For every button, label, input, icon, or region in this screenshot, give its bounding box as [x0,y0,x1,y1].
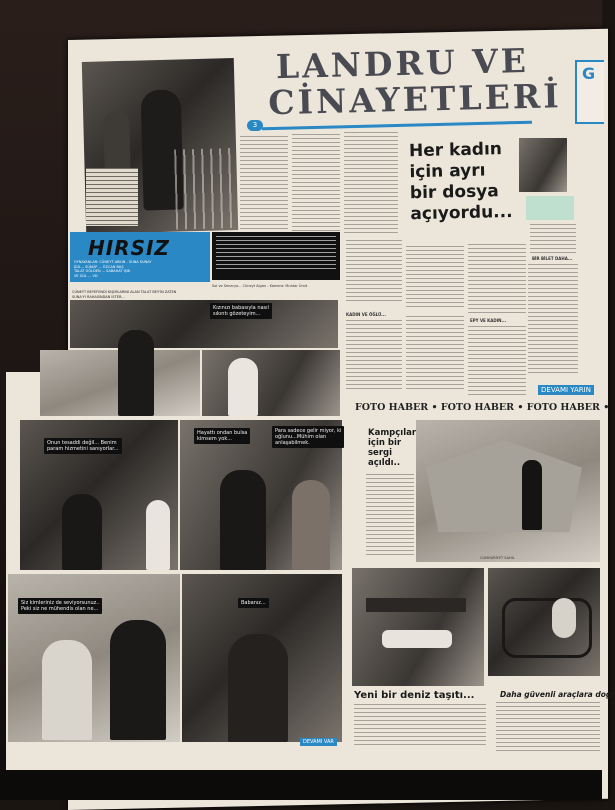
speech-bubble: Babanız... [238,598,269,608]
speech-bubble: Onun tesaddi değil... Benim param hizmetini sanıyorlar... [44,438,122,454]
figure-silhouette [228,634,288,742]
continued-tag: DEVAMI VAR [300,738,337,746]
figure-silhouette [292,480,330,570]
article-column [530,224,576,254]
figure-silhouette [146,500,170,570]
figure-silhouette [552,598,576,638]
figure-silhouette [522,460,542,530]
article-column [528,264,578,374]
comic-cast [74,260,208,278]
car-window [502,598,592,658]
tent-photo [416,420,600,562]
article-column [406,316,464,390]
tent-photo-caption: CUMHURİYET SAHİL [480,556,515,560]
photo-news-banner: FOTO HABER • FOTO HABER • FOTO HABER • [355,402,610,413]
car-photo [488,568,600,676]
cast-line: VE GÜL ... VD [74,273,98,278]
comic-panel [70,300,338,348]
figure-silhouette [228,358,258,416]
next-page-letter: G [582,64,596,83]
photo-news-headline: Daha güvenli araçlara doğr [500,690,615,699]
photo-news-headline: Kampçılar için bir sergi açıldı.. [368,428,417,468]
section-label: BİR BİLET DAHA... [532,256,573,261]
speech-bubble: Hayattı ondan bulsa kimsem yok... [194,428,250,444]
speech-bubble: Para sadece gelir miyor, ki oğlunu...Mühim olan anlaşabilmek. [272,426,344,448]
headline-line-2: CİNAYETLERİ [267,76,563,123]
main-headline [267,40,563,130]
cast-line: OYNAYANLAR: CÜNEYT ARKIN - SUNA SUNAY [74,260,152,264]
article-column [468,326,526,396]
subhead: Her kadın için ayrı bir dosya açıyordu... [408,139,513,225]
portrait-caption [526,196,574,220]
article-column [344,132,398,236]
article-column [346,320,402,390]
continued-tag: DEVAMI YARIN [538,385,594,395]
ship-silhouette [366,598,466,612]
bottom-shadow [0,770,602,800]
cage-bars [174,148,236,230]
article-column [292,134,340,234]
article-column [406,246,464,310]
intro-line: SUNA'YI RAHASINDAN İSTER... [72,294,125,299]
article-column [468,244,526,314]
comic-intro [72,290,212,299]
tent-shape [426,440,582,532]
figure-silhouette [220,470,266,570]
speech-bubble: Siz kimleriniz de seviyorsunuz.. Peki siz ne mühendis olan ne... [18,598,102,614]
figure-silhouette [118,330,154,416]
article-column [354,704,486,748]
article-column [496,702,600,752]
figure-silhouette [62,494,102,570]
figure-silhouette [110,620,166,740]
figure-silhouette [42,640,92,740]
comic-intro-text [216,236,336,272]
comic-title: HIRSIZ [88,236,170,260]
section-label: EPY VE KADIN... [470,318,507,323]
section-label: KADIN VE ÖĞLÜ... [346,312,386,317]
comic-panel [202,350,340,416]
photo-news-headline: Yeni bir deniz taşıtı... [354,690,475,701]
comic-credits: Sol ve Senaryo... Cüneyt Algan - Kamera: Muhtar Ümit [212,284,308,288]
article-column [346,240,402,304]
article-column [366,474,414,558]
intro-line: CÜNEYT BEYEFENDİ KIŞIMLARINI ALAN TALAT BEY'İN ZATEN [72,290,177,294]
speech-bubble: Kızınızı babasıyla nasıl sıkıntı gözeteyim... [210,303,272,319]
photo-caption-left [86,168,138,226]
episode-badge: 3 [247,120,263,131]
portrait-photo [519,138,567,192]
hovercraft-photo [352,568,484,686]
headline-line-1: LANDRU VE [275,40,530,87]
cast-line: TALAT GÖLDEN ... SABAHAT IŞIK [74,269,131,273]
cast-line: İDİL... SÜNÜP ... ÖZCAN BAŞ [74,264,124,269]
hovercraft-silhouette [382,630,452,648]
article-column [240,136,288,234]
